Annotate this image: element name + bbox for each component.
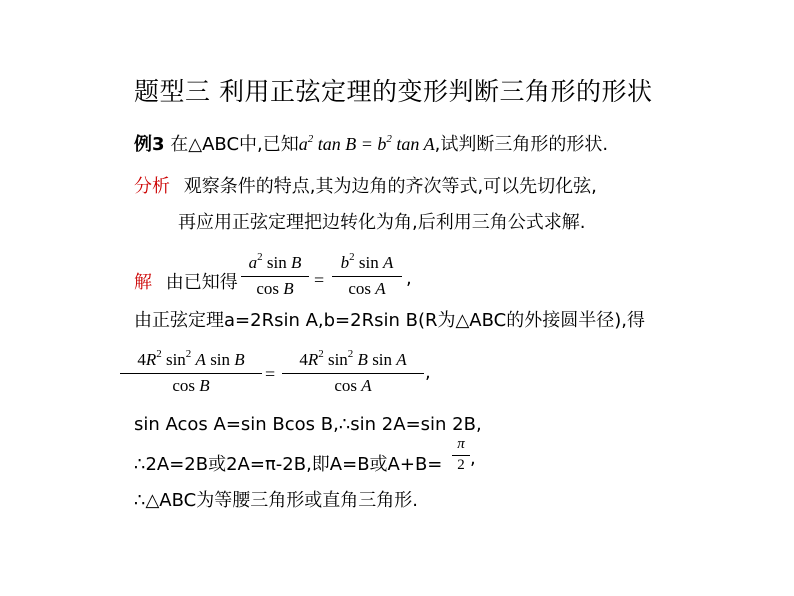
example-label: 例3 [134,134,165,155]
solution-line-6: ∴△ABC为等腰三角形或直角三角形. [134,490,418,511]
equals-sign-1: = [314,270,325,290]
solution-label: 解 [134,272,152,293]
example-text-after: ,试判断三角形的形状. [434,134,609,155]
example-equation: $a^2$ $\tan B = b^2$ tan A [298,133,435,154]
comma-1: , [406,268,412,289]
analysis-text-2: 再应用正弦定理把边转化为角,后利用三角公式求解. [178,212,586,233]
example-line [134,130,608,156]
solution-line-5: ∴2A=2B或2A=π-2B,即A=B或A+B= [134,454,443,475]
solution-intro: 由已知得 [165,272,238,293]
fraction-left-1: $a^2$ sin B cos B [241,253,309,299]
solution-line-2: 由正弦定理a=2Rsin A,b=2Rsin B(R为△ABC的外接圆半径),得 [134,310,645,331]
analysis-label: 分析 [134,176,170,197]
analysis-text-1: 观察条件的特点,其为边角的齐次等式,可以先切化弦, [183,176,597,197]
fraction-right-1: $b^2$ sin A cos A [332,253,402,299]
analysis-line-1 [134,172,597,198]
comma-2: , [425,362,431,383]
example-text-before: 在△ABC中,已知 [170,134,299,155]
solution-line-4: sin Acos A=sin Bcos B,∴sin 2A=sin 2B, [134,414,482,435]
fraction-right-2: $4R^2$ $\sin^2 B$ sin A cos A [282,350,424,396]
fraction-left-2: $4R^2$ $\sin^2 A$ sin B cos B [120,350,262,396]
solution-line-1 [134,268,238,294]
section-title: 题型三 利用正弦定理的变形判断三角形的形状 [134,77,653,106]
equals-sign-2: = [265,364,276,384]
comma-3: , [470,448,476,469]
fraction-pi-over-2: π 2 [452,436,470,474]
